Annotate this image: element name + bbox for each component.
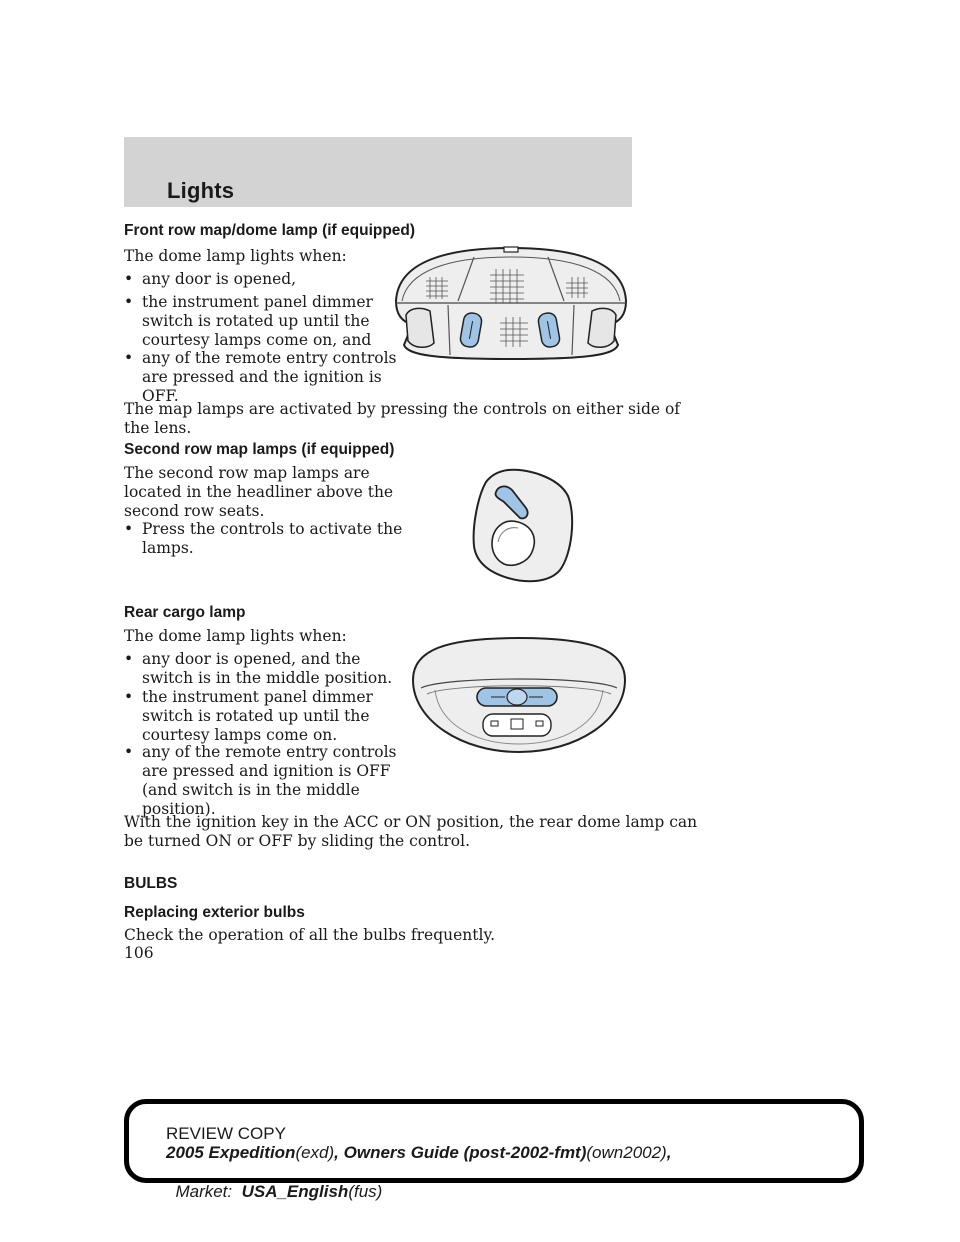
bulbs-heading: BULBS [124,875,178,892]
bullet-text: Press the controls to activate the lamps. [142,520,403,557]
bullet-glyph: • [124,743,134,761]
bullet-text: any door is opened, [142,270,297,288]
section-title: Lights [167,178,235,203]
footer-model: 2005 Expedition [166,1143,296,1162]
rear-cargo-bullet-2 [124,688,373,745]
front-dome-lamp-illustration [388,243,634,363]
bullet-text: the instrument panel dimmer switch is rotated up until the courtesy lamps come on. [142,688,373,744]
footer-market-line [166,1162,382,1202]
bullet-glyph: • [124,688,134,706]
bullet-text: any of the remote entry controls are pressed and ignition is OFF (and switch is in the middle position). [142,743,397,818]
second-row-heading: Second row map lamps (if equipped) [124,441,395,458]
footer-market: USA_English [241,1182,349,1201]
rear-cargo-intro: The dome lamp lights when: [124,627,347,645]
footer-model-code: (exd) [295,1143,335,1162]
rear-cargo-heading: Rear cargo lamp [124,604,246,621]
footer-market-code: (fus) [348,1182,383,1201]
bullet-glyph: • [124,650,134,668]
footer-model-line [166,1143,671,1163]
second-row-lamp-illustration [468,466,578,584]
front-row-bullet-1 [124,270,296,289]
bullet-text: the instrument panel dimmer switch is rotated up until the courtesy lamps come on, and [142,293,373,349]
second-row-bullet-1 [124,520,402,558]
bullet-text: any door is opened, and the switch is in the middle position. [142,650,393,687]
bullet-glyph: • [124,349,134,367]
front-row-note: The map lamps are activated by pressing the controls on either side of the lens. [124,400,681,437]
front-row-intro: The dome lamp lights when: [124,247,347,265]
bulbs-subheading: Replacing exterior bulbs [124,904,305,921]
rear-cargo-lamp-illustration [405,628,633,758]
bullet-glyph: • [124,520,134,538]
rear-cargo-note: With the ignition key in the ACC or ON position, the rear dome lamp can be turned ON or OFF by sliding the control. [124,813,698,850]
bullet-glyph: • [124,293,134,311]
second-row-intro: The second row map lamps are located in the headliner above the second row seats. [124,464,394,520]
bullet-text: any of the remote entry controls are pressed and the ignition is OFF. [142,349,397,405]
footer-review-copy: REVIEW COPY [166,1124,286,1143]
bulbs-text: Check the operation of all the bulbs frequently. [124,926,496,944]
front-row-bullet-2 [124,293,373,350]
footer-market-label: Market: [175,1182,242,1201]
rear-cargo-bullet-3 [124,743,397,819]
rear-cargo-bullet-1 [124,650,392,688]
footer-separator-2: , [666,1143,672,1162]
bullet-glyph: • [124,270,134,288]
front-row-bullet-3 [124,349,397,406]
footer-separator: , [334,1143,344,1162]
page-number: 106 [124,944,154,962]
front-row-heading: Front row map/dome lamp (if equipped) [124,222,416,239]
footer-guide: Owners Guide (post-2002-fmt) [343,1143,587,1162]
footer-guide-code: (own2002) [586,1143,667,1162]
